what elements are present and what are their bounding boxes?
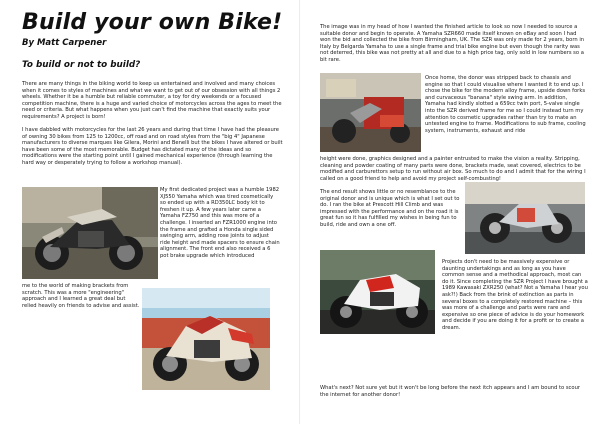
xj550-motorcycle-photo <box>22 187 158 279</box>
finished-bike-photo <box>320 250 435 334</box>
workshop-icon <box>320 73 421 152</box>
article-title: Build your own Bike! <box>22 10 283 35</box>
motorcycle-icon <box>142 288 270 390</box>
intro-paragraph: There are many things in the biking world to keep us entertained and involved and many choices when it comes to styles of machines and what we want to get out of our obsession with all things 2 wheels. Whether it be a humble but reliable commuter, a toy for dry weekends or a focused competition machine, there is a huge and varied choice of motorcycles across the ages to meet the need or criteria. But what happens when you just can't find the machine that exactly suits your requirements? A project is born! <box>22 81 282 120</box>
article-byline: By Matt Carpener <box>22 38 107 48</box>
closing-paragraph: What's next? Not sure yet but it won't be long before the next itch appears and I am bound to scour the internet for another donor! <box>320 385 580 398</box>
donor-workshop-photo <box>320 73 421 152</box>
motorcycle-icon <box>22 187 158 279</box>
xj550-paragraph: My first dedicated project was a humble 1982 XJ550 Yamaha which was tired cosmetically so ended up with a RD350LC body kit to freshen it up. A few years later came a Yamaha FZ750 and this was more of a challenge. I inserted an FZR1000 engine into the frame and grafted a Honda single sided swinging arm, adding rose joints to adjust ride height and made spacers to ensure chain alignment. The front end also received a 6 pot brake upgrade which introduced <box>160 187 280 259</box>
parts-workshop-photo <box>465 182 585 254</box>
xj550-continued-paragraph: me to the world of making brackets from scratch. This was a more "engineering" approach and I learned a great deal but relied heavily on friends to advise and assist. <box>22 283 140 309</box>
history-paragraph: I have dabbled with motorcycles for the last 26 years and during that time I have had the pleasure of owning 30 bikes from 125 to 1200cc, off road and on road styles from the "big 4" Japanese manufacturers to diverse marques like Gilera, Morini and Benelli but the bikes I have altered or built have been some of the most memorable. Budget has dictated many of the ideas and so modifications were the starting point until I gained mechanical experience (through learning the hard way or desperately trying to follow a workshop manual). <box>22 127 283 166</box>
motorcycle-icon <box>320 250 435 334</box>
donor-paragraph: Once home, the donor was stripped back to chassis and engine so that I could visualise where I wanted it to end up. I chose the bike for the modern alloy frame, upside down forks and curvaceous "banana" style swing arm. In addition, Yamaha had kindly slotted a 659cc twin port, 5-valve single into the SZR derived frame for me so I could instead turn my attention to cosmetic upgrades rather than try to mate an untested engine to frame. Modifications to sub frame, cooling system, instruments, exhaust and ride <box>425 75 586 134</box>
donor-continued-paragraph: height were done, graphics designed and a painter entrusted to make the vision a reality. Stripping, cleaning and powder coating of many parts were done, brackets made, seat covered, electrics to be modified and carburettors setup to run without air box. So much to do and I admit that for the wiring I called on a good friend to help and avoid my project self-combusting! <box>320 156 586 182</box>
donor-intro-paragraph: The image was in my head of how I wanted the finished article to look so now I needed to source a suitable donor and begin to operate. A Yamaha SZR660 made itself known on eBay and soon I had won the bid and collected the bike from Birmingham, UK. The SZR was only made for 2 years, born in Italy by Belgarda Yamaha to use a single frame and trial bike engine but even though the rarity was not deterred, this bike was not pretty at all and due to a high price tag, only sold in low numbers so a bit rare. <box>320 24 585 63</box>
right-page <box>300 0 600 424</box>
fz750-motorcycle-photo <box>142 288 270 390</box>
workshop-icon <box>465 182 585 254</box>
result-paragraph: The end result shows little or no resemblance to the original donor and is unique which is what I set out to do. I ran the bike at Prescott Hill Climb and was impressed with the performance and on the road it is great fun so it has fulfilled my wishes in being fun to build, ride and own a one off. <box>320 189 460 228</box>
section-heading: To build or not to build? <box>22 60 141 70</box>
advice-paragraph: Projects don't need to be massively expensive or daunting undertakings and as long as you have common sense and a methodical approach, most can do it. Since completing the SZR Project I have brought a 1989 Kawasaki ZXR250 (what? Not a Yamaha I hear you ask?!) Back from the brink of extinction as parts in several boxes to a completely restored machine – this was more of a challenge and parts were rare and expensive so one piece of advice is do your homework and decide if you are doing it for a profit or to create a dream. <box>442 259 588 331</box>
